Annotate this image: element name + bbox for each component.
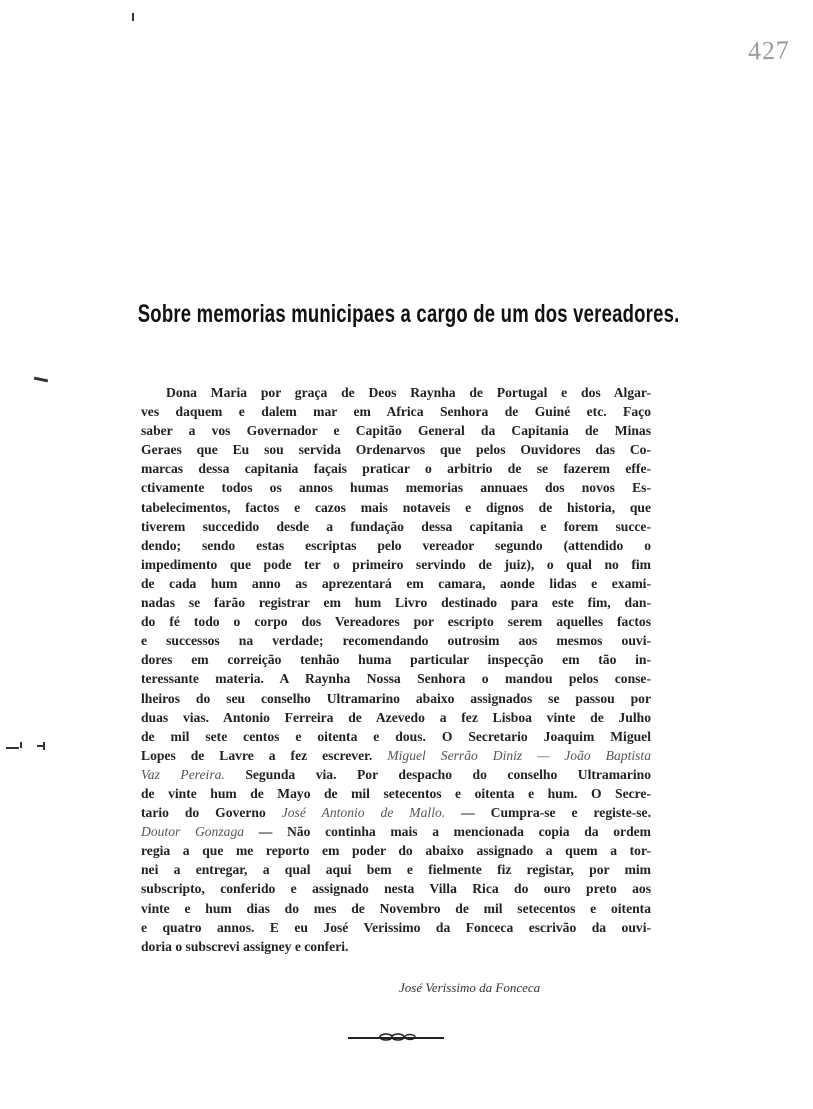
text-segment: tario do Governo — [141, 805, 282, 821]
text-line — [141, 574, 651, 593]
text-line — [141, 765, 651, 784]
text-line — [141, 536, 651, 555]
text-segment: Dona Maria por graça de Deos Raynha de Portugal e dos Algar- — [166, 385, 651, 400]
signature: José Verissimo da Fonceca — [399, 980, 541, 995]
text-line — [141, 860, 651, 879]
text-segment: José Antonio de Mallo. — [281, 805, 446, 821]
document-title: Sobre memorias municipaes a cargo de um dos vereadores. — [137, 300, 680, 328]
text-segment: Geraes que Eu sou servida Ordenarvos que pelos Ouvidores das Co- — [141, 442, 651, 458]
text-line — [141, 727, 651, 746]
text-segment: tiverem succedido desde a fundação dessa capitania e forem succe- — [141, 518, 651, 534]
text-line — [141, 746, 651, 765]
text-line — [141, 612, 651, 631]
text-segment: de cada hum anno as aprezentará em camara, aonde lidas e exami- — [141, 575, 651, 591]
text-segment: ves daquem e dalem mar em Africa Senhora de Guiné etc. Faço — [141, 404, 651, 420]
text-line — [141, 803, 651, 822]
margin-mark — [6, 747, 19, 749]
text-line — [141, 383, 651, 402]
text-segment: tabelecimentos, factos e cazos mais notaveis e dignos de historia, que — [141, 499, 651, 515]
text-line — [141, 918, 651, 937]
body-paragraph — [141, 383, 651, 956]
text-segment: nei a entregar, a qual aqui bem e fielmente fiz registar, por mim — [141, 862, 651, 878]
text-line — [141, 689, 651, 708]
text-segment: marcas dessa capitania façais praticar o arbitrio de se fazerem effe- — [141, 461, 651, 477]
text-segment: regia a que me reporto em poder do abaixo assignado a quem a tor- — [141, 843, 651, 859]
text-segment: doria o subscrevi assigney e conferi. — [141, 938, 349, 954]
text-line — [141, 440, 651, 459]
text-segment: nadas se farão registrar em hum Livro destinado para este fim, dan- — [141, 595, 651, 611]
end-ornament — [346, 1029, 446, 1045]
text-segment: e successos na verdade; recomendando outrosim aos mesmos ouvi- — [141, 633, 651, 649]
text-segment: e quatro annos. E eu José Verissimo da Fonceca escrivão da ouvi- — [141, 919, 651, 935]
text-line — [141, 402, 651, 421]
text-line — [141, 650, 651, 669]
text-line — [141, 841, 651, 860]
text-line — [141, 459, 651, 478]
text-line — [141, 784, 651, 803]
text-segment: Segunda via. Por despacho do conselho Ultramarino — [224, 766, 652, 782]
text-line — [141, 899, 651, 918]
text-line — [141, 879, 651, 898]
text-segment: Doutor Gonzaga — [141, 824, 245, 840]
text-segment: — Não continha mais a mencionada copia da ordem — [244, 824, 652, 840]
text-segment: ctivamente todos os annos humas memorias annuaes dos novos Es- — [141, 480, 651, 496]
text-line — [141, 822, 651, 841]
text-segment: teressante materia. A Raynha Nossa Senhora o mandou pelos conse- — [141, 671, 651, 687]
text-line — [141, 593, 651, 612]
text-line — [141, 421, 651, 440]
text-segment: lheiros do seu conselho Ultramarino abaixo assignados se passou por — [141, 690, 651, 706]
page-number: 427 — [747, 35, 791, 66]
text-line — [141, 498, 651, 517]
text-segment: — Cumpra-se e registe-se. — [445, 805, 651, 821]
margin-mark — [34, 377, 48, 383]
margin-mark — [43, 742, 45, 750]
text-segment: de vinte hum de Mayo de mil setecentos e oitenta e hum. O Secre- — [141, 785, 651, 801]
text-line — [141, 478, 651, 497]
text-segment: vinte e hum dias do mes de Novembro de mil setecentos e oitenta — [141, 900, 651, 916]
top-mark — [132, 13, 134, 21]
text-line — [141, 555, 651, 574]
text-segment: de mil sete centos e oitenta e dous. O Secretario Joaquim Miguel — [141, 728, 651, 744]
text-segment: duas vias. Antonio Ferreira de Azevedo a fez Lisboa vinte de Julho — [141, 709, 651, 725]
text-segment: dores em correição tenhão huma particular inspecção em tão in- — [141, 652, 651, 668]
text-segment: impedimento que pode ter o primeiro servindo de juiz), o qual no fim — [141, 556, 651, 572]
text-segment: saber a vos Governador e Capitão General da Capitania de Minas — [141, 423, 651, 439]
margin-mark — [20, 742, 22, 748]
text-segment: Lopes de Lavre a fez escrever. — [141, 747, 388, 763]
text-segment: Vaz Pereira. — [141, 766, 225, 782]
text-segment: dendo; sendo estas escriptas pelo vereador segundo (attendido o — [141, 537, 651, 553]
text-segment: Miguel Serrão Diniz — João Baptista — [387, 747, 651, 763]
text-line — [141, 708, 651, 727]
text-segment: do fé todo o corpo dos Vereadores por escripto serem aquelles factos — [141, 614, 651, 630]
text-line — [141, 669, 651, 688]
text-line — [141, 517, 651, 536]
text-line — [141, 631, 651, 650]
text-line — [141, 937, 651, 956]
text-segment: subscripto, conferido e assignado nesta Villa Rica do ouro preto aos — [141, 881, 651, 897]
